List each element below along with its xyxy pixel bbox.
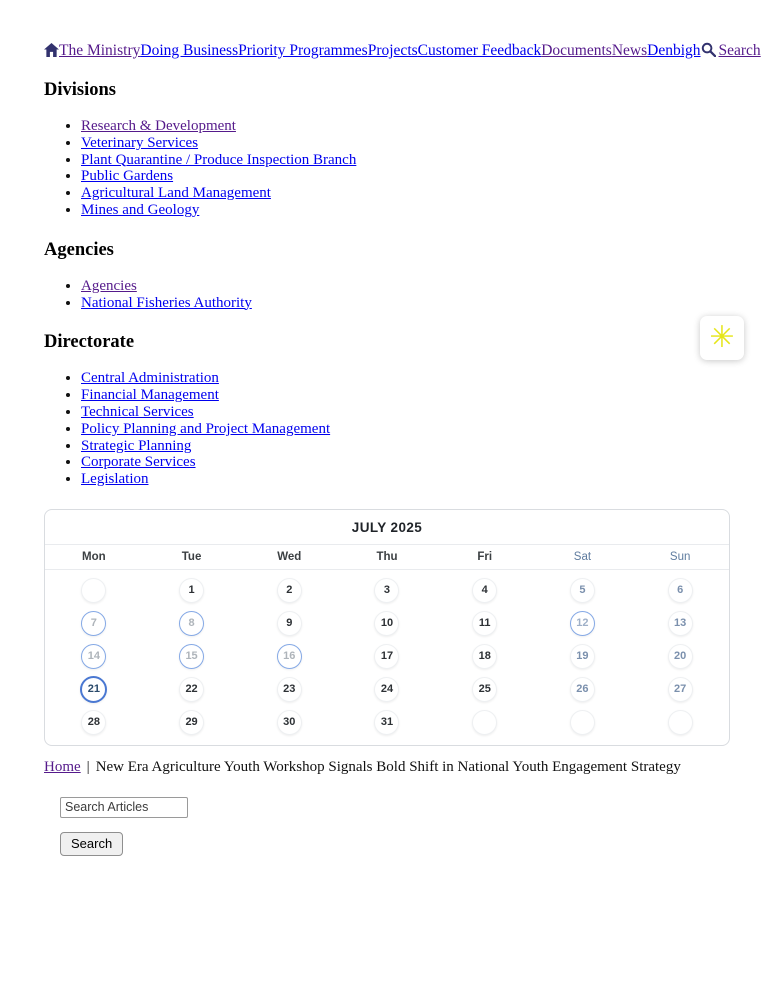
calendar-day-3: 3	[374, 578, 399, 603]
nav-link-the-ministry[interactable]: The Ministry	[59, 42, 141, 59]
nav-search-link[interactable]: Search	[718, 42, 761, 59]
list-item	[81, 185, 730, 202]
calendar-day-header-fri: Fri	[477, 550, 493, 563]
list-item	[81, 404, 730, 421]
nav-link-denbigh[interactable]: Denbigh	[647, 42, 701, 59]
calendar-day-22: 22	[179, 677, 204, 702]
calendar-day-2: 2	[277, 578, 302, 603]
section-list-divisions	[44, 118, 730, 219]
calendar-day-header-wed: Wed	[277, 550, 302, 563]
calendar-cell	[338, 706, 436, 739]
calendar-cell	[534, 673, 632, 706]
link-central-administration[interactable]: Central Administration	[81, 370, 219, 387]
list-item	[81, 202, 730, 219]
calendar-cell	[631, 640, 729, 673]
calendar-day-24: 24	[374, 677, 399, 702]
link-sections	[44, 80, 730, 488]
calendar-day-8[interactable]: 8	[179, 611, 204, 636]
calendar-day-23: 23	[277, 677, 302, 702]
nav-link-documents[interactable]: Documents	[541, 42, 612, 59]
link-policy-planning-and-project-management[interactable]: Policy Planning and Project Management	[81, 420, 331, 437]
calendar-day-18: 18	[472, 644, 497, 669]
calendar-cell	[338, 574, 436, 607]
calendar-day-header-thu: Thu	[376, 550, 398, 563]
link-plant-quarantine-produce-inspection-branch[interactable]: Plant Quarantine / Produce Inspection Branch	[81, 151, 357, 168]
calendar-cell	[436, 706, 534, 739]
search-articles-button[interactable]: Search	[60, 832, 123, 856]
list-item	[81, 135, 730, 152]
calendar-day-4: 4	[472, 578, 497, 603]
calendar-cell	[338, 673, 436, 706]
calendar-cell	[631, 574, 729, 607]
breadcrumb-separator: |	[86, 758, 90, 775]
link-research-development[interactable]: Research & Development	[81, 118, 236, 134]
calendar-cell	[534, 640, 632, 673]
calendar-day-27: 27	[668, 677, 693, 702]
list-item	[81, 370, 730, 387]
list-item	[81, 152, 730, 169]
calendar-cell	[240, 640, 338, 673]
calendar-day-17: 17	[374, 644, 399, 669]
calendar-day-14[interactable]: 14	[81, 644, 106, 669]
section-heading-directorate: Directorate	[44, 332, 135, 353]
calendar-cell	[143, 640, 241, 673]
list-item	[81, 421, 730, 438]
calendar-cell	[436, 640, 534, 673]
calendar-cell	[631, 673, 729, 706]
nav-link-projects[interactable]: Projects	[367, 42, 418, 59]
section-list-directorate	[44, 370, 730, 488]
calendar-day-20: 20	[668, 644, 693, 669]
calendar-empty-day	[668, 710, 693, 735]
calendar-day-28: 28	[81, 710, 106, 735]
nav-link-news[interactable]: News	[611, 42, 648, 59]
article-search-form	[60, 797, 730, 856]
calendar-cell	[338, 607, 436, 640]
list-item	[81, 387, 730, 404]
link-strategic-planning[interactable]: Strategic Planning	[81, 437, 192, 454]
list-item	[81, 118, 730, 135]
calendar-day-header-sat: Sat	[573, 550, 592, 563]
calendar-day-headers	[45, 545, 729, 570]
calendar-cell	[534, 607, 632, 640]
calendar-cell	[534, 574, 632, 607]
calendar-day-31: 31	[374, 710, 399, 735]
list-item	[81, 454, 730, 471]
calendar-cell	[631, 706, 729, 739]
calendar-cell	[45, 574, 143, 607]
section-heading-agencies: Agencies	[44, 239, 114, 260]
calendar-cell	[240, 574, 338, 607]
calendar-day-25: 25	[472, 677, 497, 702]
calendar-day-header-tue: Tue	[181, 550, 202, 563]
section-list-agencies	[44, 278, 730, 312]
link-financial-management[interactable]: Financial Management	[81, 387, 219, 404]
calendar-cell	[45, 673, 143, 706]
calendar-cell	[338, 640, 436, 673]
link-corporate-services[interactable]: Corporate Services	[81, 454, 196, 471]
calendar-cell	[143, 574, 241, 607]
link-public-gardens[interactable]: Public Gardens	[81, 168, 174, 185]
calendar-grid	[45, 570, 729, 745]
calendar-cell	[436, 673, 534, 706]
calendar-cell	[45, 706, 143, 739]
calendar-cell	[240, 673, 338, 706]
nav-link-priority-programmes[interactable]: Priority Programmes	[238, 42, 368, 59]
calendar-day-11: 11	[472, 611, 497, 636]
calendar-empty-day	[570, 710, 595, 735]
calendar-cell	[436, 607, 534, 640]
calendar-day-5: 5	[570, 578, 595, 603]
calendar-cell	[534, 706, 632, 739]
link-technical-services[interactable]: Technical Services	[81, 403, 194, 420]
calendar-day-1: 1	[179, 578, 204, 603]
calendar-cell	[143, 706, 241, 739]
nav-links	[59, 42, 701, 59]
calendar-empty-day	[81, 578, 106, 603]
top-nav	[44, 42, 761, 59]
calendar-day-12[interactable]: 12	[570, 611, 595, 636]
list-item	[81, 438, 730, 455]
accessibility-widget-button[interactable]	[700, 316, 744, 360]
list-item	[81, 471, 730, 488]
calendar-day-16[interactable]: 16	[277, 644, 302, 669]
breadcrumb	[44, 759, 730, 776]
calendar-month-title: JULY 2025	[45, 510, 729, 545]
events-calendar	[44, 509, 730, 746]
article-title: New Era Agriculture Youth Workshop Signals Bold Shift in National Youth Engagement Strategy	[95, 758, 681, 775]
calendar-day-15[interactable]: 15	[179, 644, 204, 669]
link-legislation[interactable]: Legislation	[81, 471, 149, 488]
calendar-cell	[143, 607, 241, 640]
link-national-fisheries-authority[interactable]: National Fisheries Authority	[81, 294, 252, 311]
calendar-cell	[631, 607, 729, 640]
list-item	[81, 295, 730, 312]
calendar-day-30: 30	[277, 710, 302, 735]
link-veterinary-services[interactable]: Veterinary Services	[81, 134, 199, 151]
nav-link-customer-feedback[interactable]: Customer Feedback	[417, 42, 542, 59]
calendar-cell	[45, 640, 143, 673]
calendar-cell	[436, 574, 534, 607]
calendar-day-26: 26	[570, 677, 595, 702]
calendar-day-10: 10	[374, 611, 399, 636]
calendar-cell	[143, 673, 241, 706]
calendar-day-6: 6	[668, 578, 693, 603]
calendar-cell	[240, 607, 338, 640]
search-articles-input[interactable]	[60, 797, 188, 818]
calendar-day-header-sun: Sun	[669, 550, 691, 563]
section-heading-divisions: Divisions	[44, 80, 116, 100]
calendar-cell	[240, 706, 338, 739]
calendar-day-9: 9	[277, 611, 302, 636]
breadcrumb-home-link[interactable]: Home	[44, 758, 81, 775]
home-icon[interactable]	[44, 42, 59, 59]
search-icon[interactable]	[701, 42, 716, 59]
calendar-day-19: 19	[570, 644, 595, 669]
calendar-cell	[45, 607, 143, 640]
link-agricultural-land-management[interactable]: Agricultural Land Management	[81, 185, 271, 202]
calendar-day-7[interactable]: 7	[81, 611, 106, 636]
calendar-day-29: 29	[179, 710, 204, 735]
calendar-day-13: 13	[668, 611, 693, 636]
list-item	[81, 278, 730, 295]
nav-link-doing-business[interactable]: Doing Business	[140, 42, 239, 59]
link-agencies[interactable]: Agencies	[81, 277, 137, 294]
link-mines-and-geology[interactable]: Mines and Geology	[81, 201, 200, 218]
calendar-empty-day	[472, 710, 497, 735]
calendar-day-header-mon: Mon	[82, 550, 106, 563]
list-item	[81, 168, 730, 185]
asterisk-icon: ✳	[709, 320, 735, 355]
calendar-day-21[interactable]: 21	[80, 676, 107, 703]
